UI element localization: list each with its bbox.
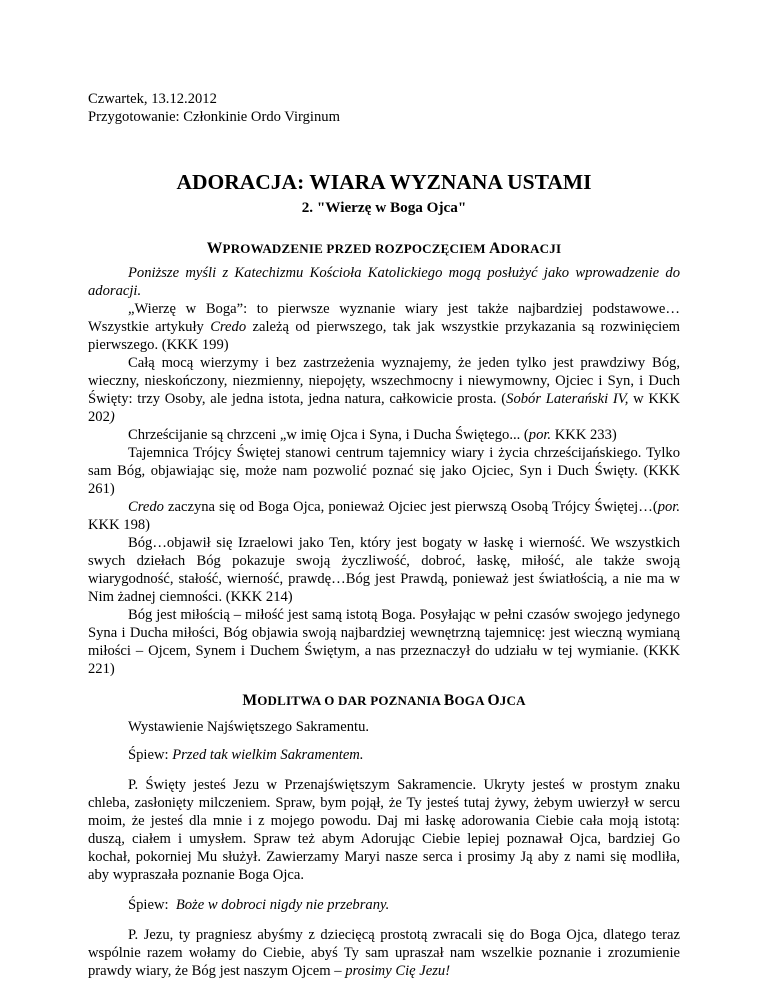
paragraph: Całą mocą wierzymy i bez zastrzeżenia wyznajemy, że jeden tylko jest prawdziwy Bóg, wieczny, nieskończony, niezmienny, niepojęty, wszechmocny i niewymowny, Ojciec i Syn, i Duch Święty: trzy Osoby, ale jedna istota, jedna natura, całkowicie prosta. (Sobór Laterański IV, w KKK 202) (88, 355, 680, 425)
song-line: Śpiew: Boże w dobroci nigdy nie przebrany. (128, 897, 390, 913)
paragraph: „Wierzę w Boga”: to pierwsze wyznanie wiary jest także najbardziej podstawowe…Wszystkie artykuły Credo zależą od pierwszego, tak jak wszystkie przykazania są rozwinięciem pierwszego. (KKK 199) (88, 301, 680, 353)
date-line: Czwartek, 13.12.2012 (88, 91, 217, 107)
document-subtitle: 2. "Wierzę w Boga Ojca" (301, 199, 467, 216)
paragraph: Chrześcijanie są chrzceni „w imię Ojca i Syna, i Ducha Świętego... (por. KKK 233) (128, 427, 617, 443)
paragraph: Credo zaczyna się od Boga Ojca, ponieważ Ojciec jest pierwszą Osobą Trójcy Świętej…(por. KKK 198) (88, 499, 680, 533)
prayer-paragraph: P. Jezu, ty pragniesz abyśmy z dziecięcą prostotą zwracali się do Boga Ojca, dlatego teraz wspólnie razem wołamy do Ciebie, abyś Ty sam upraszał nam wszelkie poznanie i zrozumienie prawdy wiary, że Bóg jest naszym Ojcem – prosimy Cię Jezu! (88, 927, 680, 979)
paragraph: Bóg…objawił się Izraelowi jako Ten, który jest bogaty w łaskę i wierność. We wszystkich swych dziełach Bóg pokazuje swoją życzliwość, dobroć, łaskę, miłość, ale także swoją wiarygodność, stałość, wierność, prawdę…Bóg jest Prawdą, ponieważ jest światłością, a nie ma w Nim żadnej ciemności. (KKK 214) (88, 535, 680, 605)
exposition-line: Wystawienie Najświętszego Sakramentu. (128, 719, 370, 735)
paragraph: Bóg jest miłością – miłość jest samą istotą Boga. Posyłając w pełni czasów swojego jedynego Syna i Ducha miłości, Bóg objawia swoją najbardziej wewnętrzną tajemnicę: jest wieczną wymianą miłości – Ojcem, Synem i Duchem Świętym, a nas przeznaczył do udziału w tej wymianie. (KKK 221) (88, 607, 680, 677)
document-title: ADORACJA: WIARA WYZNANA USTAMI (176, 170, 592, 194)
document-body (88, 90, 680, 980)
song-line: Śpiew: Przed tak wielkim Sakramentem. (128, 747, 364, 763)
section-heading-prayer: MODLITWA O DAR POZNANIA BOGA OJCA (242, 692, 526, 709)
paragraph: Tajemnica Trójcy Świętej stanowi centrum tajemnicy wiary i życia chrześcijańskiego. Tylko sam Bóg, objawiając się, może nam pozwolić poznać się jako Ojciec, Syn i Duch Święty. (KKK 261) (88, 445, 680, 497)
preparation-line: Przygotowanie: Członkinie Ordo Virginum (88, 109, 340, 125)
section-heading-introduction: WPROWADZENIE PRZED ROZPOCZĘCIEM ADORACJI (206, 240, 562, 257)
intro-paragraph: Poniższe myśli z Katechizmu Kościoła Katolickiego mogą posłużyć jako wprowadzenie do adoracji. (88, 265, 680, 299)
prayer-paragraph: P. Święty jesteś Jezu w Przenajświętszym Sakramencie. Ukryty jesteś w prostym znaku chleba, zasłonięty milczeniem. Spraw, bym pojął, że Ty jesteś tutaj żywy, żebym uwierzył w sercu moim, że jesteś dla mnie i z mojego powodu. Daj mi łaskę adorowania Ciebie cała moją istotą: duszą, ciałem i umysłem. Spraw też abym Adorując Ciebie lepiej poznawał Ojca, bardziej Go kochał, pokorniej Mu służył. Zawierzamy Maryi nasze serca i prosimy Ją aby z nami się modliła, aby wypraszała poznanie Boga Ojca. (88, 777, 680, 883)
document-meta (88, 90, 680, 126)
